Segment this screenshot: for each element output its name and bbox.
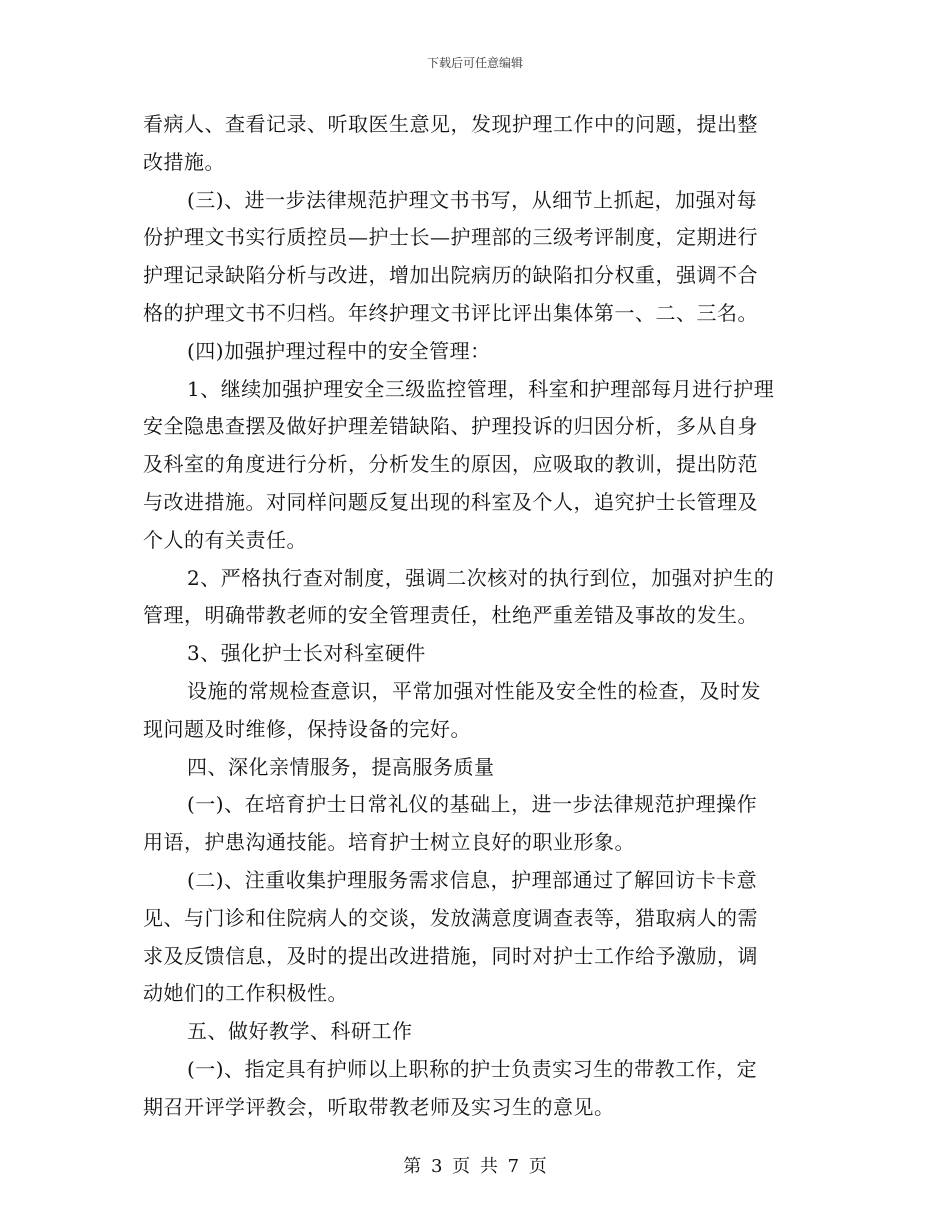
text-line: 四、深化亲情服务，提高服务质量 xyxy=(187,754,495,779)
text-line: 个人的有关责任。 xyxy=(143,527,307,552)
text-line: 期召开评学评教会，听取带教老师及实习生的意见。 xyxy=(143,1094,615,1119)
page-header: 下载后可任意编辑 xyxy=(426,56,523,70)
text-line: 改措施。 xyxy=(143,149,225,174)
text-line: 2、严格执行查对制度，强调二次核对的执行到位，加强对护生的 xyxy=(187,565,775,590)
text-line: (一)、在培育护士日常礼仪的基础上，进一步法律规范护理操作 xyxy=(187,792,758,817)
text-line: 及科室的角度进行分析，分析发生的原因，应吸取的教训，提出防范 xyxy=(143,452,758,477)
text-line: (一)、指定具有护师以上职称的护士负责实习生的带教工作，定 xyxy=(187,1056,758,1081)
text-line: 五、做好教学、科研工作 xyxy=(187,1019,413,1044)
text-line: (二)、注重收集护理服务需求信息，护理部通过了解回访卡卡意 xyxy=(187,867,758,892)
text-line: 与改进措施。对同样问题反复出现的科室及个人，追究护士长管理及 xyxy=(143,489,758,514)
text-line: 管理，明确带教老师的安全管理责任，杜绝严重差错及事故的发生。 xyxy=(143,603,758,628)
page-number: 第 3 页 共 7 页 xyxy=(403,1156,547,1177)
text-line: 份护理文书实行质控员—护士长—护理部的三级考评制度，定期进行 xyxy=(143,225,758,250)
text-line: 护理记录缺陷分析与改进，增加出院病历的缺陷扣分权重，强调不合 xyxy=(143,263,758,288)
text-line: 动她们的工作积极性。 xyxy=(143,981,348,1006)
text-line: (四)加强护理过程中的安全管理： xyxy=(187,338,491,363)
document-body xyxy=(143,106,807,1127)
text-line: 现问题及时维修，保持设备的完好。 xyxy=(143,716,471,741)
text-line: 3、强化护士长对科室硬件 xyxy=(187,641,426,666)
text-line: 求及反馈信息，及时的提出改进措施，同时对护士工作给予激励，调 xyxy=(143,943,758,968)
text-line: 见、与门诊和住院病人的交谈，发放满意度调查表等，猎取病人的需 xyxy=(143,905,758,930)
text-line: (三)、进一步法律规范护理文书书写，从细节上抓起，加强对每 xyxy=(187,187,758,212)
text-line: 看病人、查看记录、听取医生意见，发现护理工作中的问题，提出整 xyxy=(143,112,758,136)
text-line: 设施的常规检查意识，平常加强对性能及安全性的检查，及时发 xyxy=(187,678,761,703)
text-line: 格的护理文书不归档。年终护理文书评比评出集体第一、二、三名。 xyxy=(143,300,758,325)
text-line: 安全隐患查摆及做好护理差错缺陷、护理投诉的归因分析，多从自身 xyxy=(143,414,758,439)
text-line: 1、继续加强护理安全三级监控管理，科室和护理部每月进行护理 xyxy=(187,376,775,401)
text-line: 用语，护患沟通技能。培育护士树立良好的职业形象。 xyxy=(143,830,635,855)
